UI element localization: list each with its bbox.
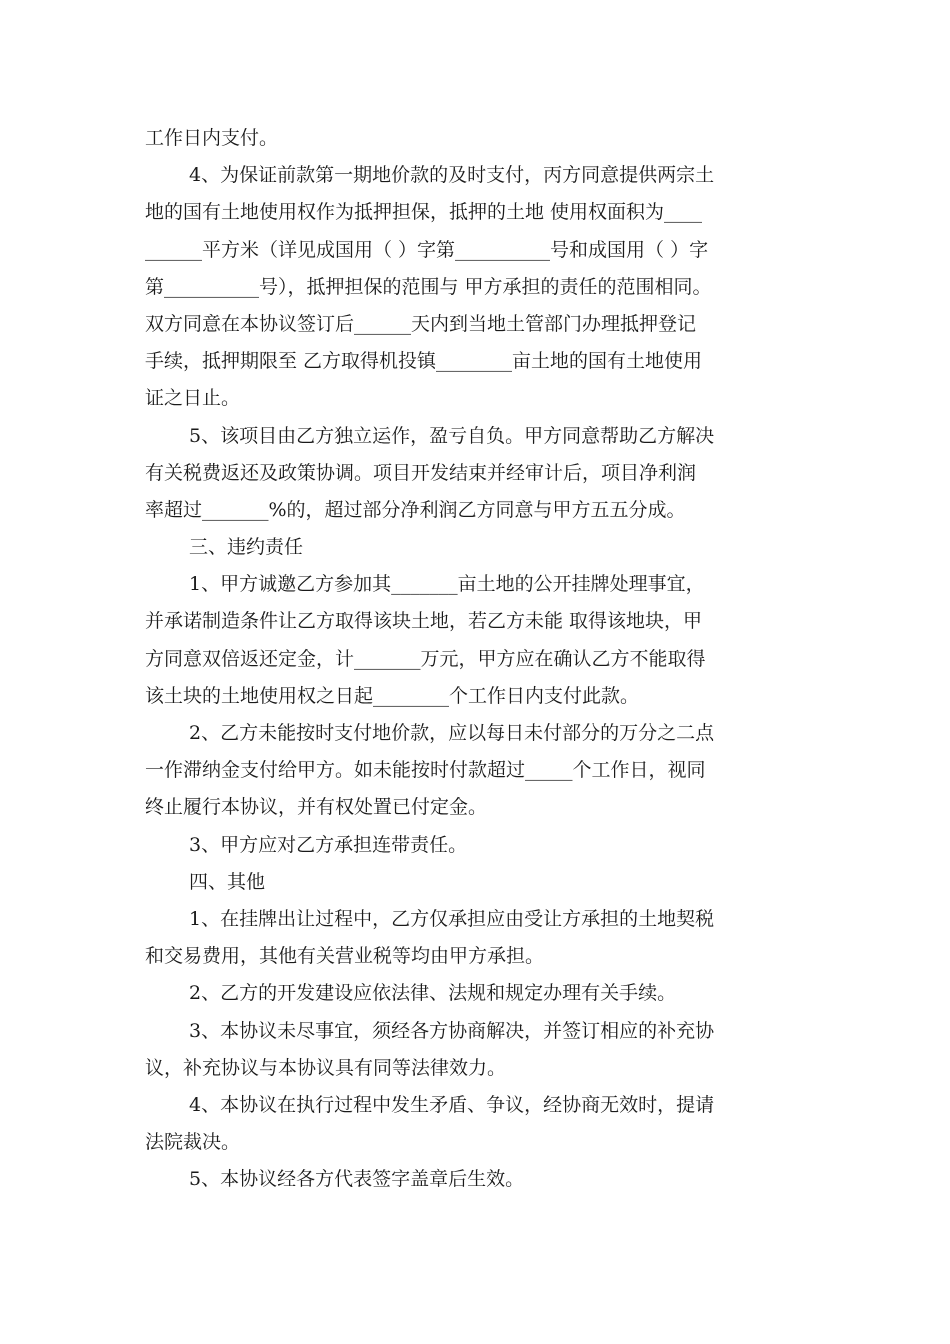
document-line: 第__________号），抵押担保的范围与 甲方承担的责任的范围相同。 [145, 275, 712, 298]
document-line: 一作滞纳金支付给甲方。如未能按时付款超过_____个工作日，视同 [145, 759, 706, 782]
document-line: 2、乙方未能按时支付地价款，应以每日未付部分的万分之二点 [189, 722, 715, 744]
document-line: 地的国有土地使用权作为抵押担保，抵押的土地 使用权面积为____ [145, 201, 703, 224]
document-line: 议，补充协议与本协议具有同等法律效力。 [145, 1056, 507, 1079]
document-body [145, 120, 815, 1198]
document-line: 1、在挂牌出让过程中，乙方仅承担应由受让方承担的土地契税 [189, 907, 715, 930]
document-line: 工作日内支付。 [145, 127, 279, 149]
document-line: 手续，抵押期限至 乙方取得机投镇________亩土地的国有土地使用 [145, 350, 703, 373]
document-line: 2、乙方的开发建设应依法律、法规和规定办理有关手续。 [189, 982, 677, 1005]
document-line: 4、本协议在执行过程中发生矛盾、争议，经协商无效时，提请 [189, 1093, 715, 1116]
document-line: 3、甲方应对乙方承担连带责任。 [189, 833, 468, 856]
document-line: 有关税费返还及政策协调。项目开发结束并经审计后，项目净利润 [145, 461, 697, 484]
document-line: 3、本协议未尽事宜，须经各方协商解决，并签订相应的补充协 [189, 1019, 715, 1042]
document-line: 和交易费用，其他有关营业税等均由甲方承担。 [145, 945, 545, 968]
document-line: ______平方米（详见成国用（ ）字第__________号和成国用（ ）字 [145, 238, 709, 261]
document-line: 该土块的土地使用权之日起________个工作日内支付此款。 [145, 684, 640, 707]
document-line: 四、其他 [189, 870, 266, 893]
document-line: 5、本协议经各方代表签字盖章后生效。 [189, 1168, 525, 1191]
document-line: 4、为保证前款第一期地价款的及时支付，丙方同意提供两宗土 [189, 164, 715, 187]
document-line: 证之日止。 [145, 387, 241, 410]
document-line: 5、该项目由乙方独立运作，盈亏自负。甲方同意帮助乙方解决 [189, 424, 715, 447]
document-line: 1、甲方诚邀乙方参加其_______亩土地的公开挂牌处理事宜， [189, 573, 705, 596]
document-line: 率超过_______%的，超过部分净利润乙方同意与甲方五五分成。 [145, 498, 686, 521]
document-line: 终止履行本协议，并有权处置已付定金。 [145, 796, 488, 819]
document-line: 三、违约责任 [189, 536, 304, 559]
document-line: 方同意双倍返还定金，计_______万元，甲方应在确认乙方不能取得 [145, 647, 706, 670]
document-line: 法院裁决。 [145, 1131, 241, 1154]
document-line: 并承诺制造条件让乙方取得该块土地，若乙方未能 取得该地块，甲 [145, 610, 703, 633]
document-line: 双方同意在本协议签订后______天内到当地土管部门办理抵押登记 [145, 312, 697, 335]
